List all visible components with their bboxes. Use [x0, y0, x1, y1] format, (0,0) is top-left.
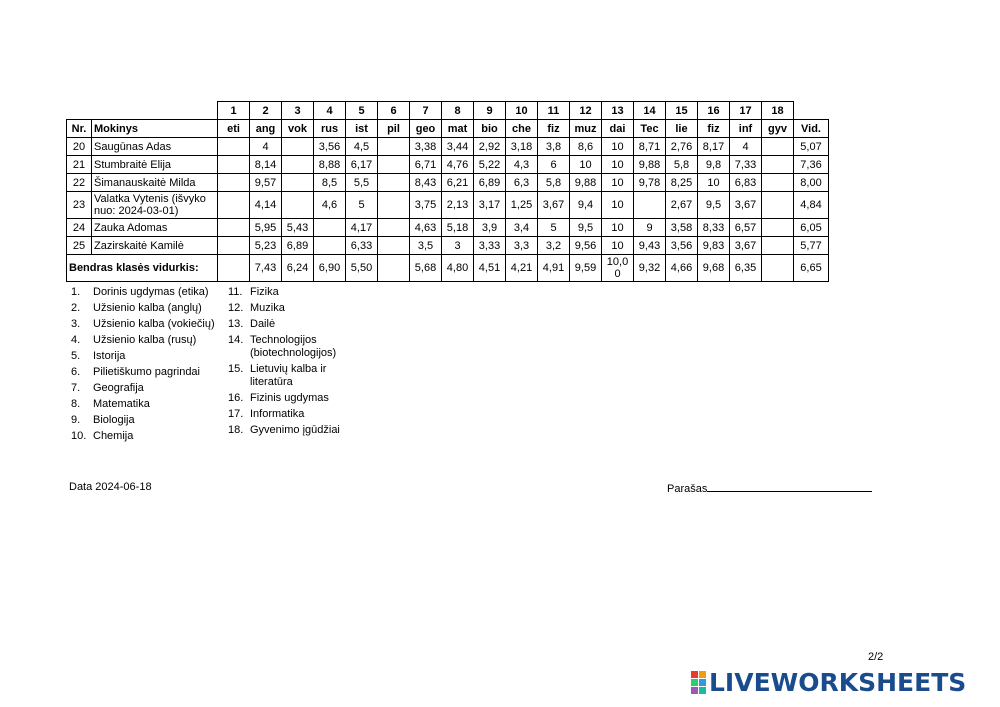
class-average-cell: 4,80: [442, 255, 474, 282]
student-average-cell: 5,07: [794, 138, 829, 156]
grade-cell: 5,8: [538, 174, 570, 192]
class-average-cell: 9,68: [698, 255, 730, 282]
grade-cell: 9,56: [570, 237, 602, 255]
grade-cell: 3,8: [538, 138, 570, 156]
legend-subject: Technologijos (biotechnologijos): [250, 334, 337, 359]
grade-cell: 9,4: [570, 192, 602, 219]
grade-cell: 9,8: [698, 156, 730, 174]
subject-number-cell: 12: [570, 102, 602, 120]
grade-cell: 8,14: [250, 156, 282, 174]
grade-cell: [218, 192, 250, 219]
row-number-cell: 20: [67, 138, 92, 156]
grade-cell: [282, 138, 314, 156]
grade-cell: 10: [602, 192, 634, 219]
subject-number-cell: 9: [474, 102, 506, 120]
subject-number-cell: 15: [666, 102, 698, 120]
grade-cell: 8,25: [666, 174, 698, 192]
row-number-cell: 21: [67, 156, 92, 174]
grade-cell: 6,3: [506, 174, 538, 192]
class-average-cell: 4,51: [474, 255, 506, 282]
subject-number-cell: 14: [634, 102, 666, 120]
grade-cell: 3,75: [410, 192, 442, 219]
legend-item: [228, 424, 350, 437]
grade-cell: 8,71: [634, 138, 666, 156]
grade-cell: 4,14: [250, 192, 282, 219]
subject-number-cell: 6: [378, 102, 410, 120]
grade-cell: 6,83: [730, 174, 762, 192]
class-average-cell: [218, 255, 250, 282]
grade-cell: 6,89: [282, 237, 314, 255]
legend-number: 14.: [228, 334, 244, 346]
subject-abbrev-cell: muz: [570, 120, 602, 138]
grade-cell: 8,17: [698, 138, 730, 156]
grade-cell: [282, 192, 314, 219]
subject-abbrev-cell: pil: [378, 120, 410, 138]
row-number-cell: 23: [67, 192, 92, 219]
grade-cell: 3,56: [666, 237, 698, 255]
grade-cell: [762, 156, 794, 174]
class-average-cell: 5,68: [410, 255, 442, 282]
subject-abbrev-cell: vok: [282, 120, 314, 138]
legend-number: 2.: [71, 302, 81, 314]
grade-cell: 5: [538, 219, 570, 237]
grade-cell: 10: [570, 156, 602, 174]
class-average-cell: [378, 255, 410, 282]
grade-cell: 10: [602, 156, 634, 174]
grade-cell: 10: [602, 219, 634, 237]
grade-cell: 4,3: [506, 156, 538, 174]
student-name-cell: Valatka Vytenis (išvyko nuo: 2024-03-01): [92, 192, 218, 219]
grade-cell: 5,43: [282, 219, 314, 237]
average-header: Vid.: [794, 120, 829, 138]
legend-item: [71, 398, 221, 411]
grade-cell: [282, 156, 314, 174]
grade-cell: 8,88: [314, 156, 346, 174]
class-average-cell: [762, 255, 794, 282]
legend-subject: Pilietiškumo pagrindai: [93, 366, 200, 378]
legend-number: 8.: [71, 398, 81, 410]
grade-cell: 2,92: [474, 138, 506, 156]
grade-cell: 9,43: [634, 237, 666, 255]
legend-subject: Fizinis ugdymas: [250, 392, 329, 404]
grade-cell: 3,2: [538, 237, 570, 255]
signature-label: Parašas: [667, 483, 708, 495]
logo-tile: [699, 679, 706, 686]
grade-cell: [218, 237, 250, 255]
grade-cell: 8,43: [410, 174, 442, 192]
legend-item: [228, 363, 350, 389]
grade-cell: 3,17: [474, 192, 506, 219]
legend-number: 7.: [71, 382, 81, 394]
grade-cell: 6,57: [730, 219, 762, 237]
grade-cell: 7,33: [730, 156, 762, 174]
grade-cell: 4: [730, 138, 762, 156]
grade-cell: 9,83: [698, 237, 730, 255]
grade-cell: 3,56: [314, 138, 346, 156]
subject-number-cell: 7: [410, 102, 442, 120]
legend-number: 5.: [71, 350, 81, 362]
legend-subject: Gyvenimo įgūdžiai: [250, 424, 340, 436]
grade-cell: 3,38: [410, 138, 442, 156]
grade-cell: 6,33: [346, 237, 378, 255]
logo-tile: [699, 687, 706, 694]
subject-legend-right: [228, 286, 350, 440]
legend-subject: Muzika: [250, 302, 285, 314]
row-number-cell: 24: [67, 219, 92, 237]
grade-cell: [218, 156, 250, 174]
student-average-cell: 8,00: [794, 174, 829, 192]
legend-item: [228, 334, 350, 360]
legend-item: [228, 392, 350, 405]
grade-cell: [378, 237, 410, 255]
grade-cell: [378, 219, 410, 237]
grade-cell: 5,18: [442, 219, 474, 237]
subject-number-cell: 13: [602, 102, 634, 120]
grade-cell: 3,44: [442, 138, 474, 156]
legend-number: 1.: [71, 286, 81, 298]
subject-abbrev-cell: mat: [442, 120, 474, 138]
grade-cell: 1,25: [506, 192, 538, 219]
grade-cell: 10: [602, 174, 634, 192]
grade-cell: 4,76: [442, 156, 474, 174]
legend-item: [228, 302, 350, 315]
legend-subject: Informatika: [250, 408, 305, 420]
grade-cell: 9,5: [570, 219, 602, 237]
grade-cell: 6,89: [474, 174, 506, 192]
legend-item: [71, 350, 221, 363]
grade-cell: [378, 156, 410, 174]
grade-cell: 9,78: [634, 174, 666, 192]
legend-subject: Istorija: [93, 350, 126, 362]
legend-item: [228, 408, 350, 421]
grade-cell: [218, 219, 250, 237]
student-average-cell: 7,36: [794, 156, 829, 174]
grade-cell: 3,3: [506, 237, 538, 255]
grade-cell: [762, 174, 794, 192]
legend-number: 12.: [228, 302, 244, 314]
liveworksheets-logo: [691, 668, 966, 697]
student-name-cell: Šimanauskaitė Milda: [92, 174, 218, 192]
subject-abbrev-cell: eti: [218, 120, 250, 138]
grade-cell: 10: [698, 174, 730, 192]
grades-table: [66, 101, 829, 282]
subject-number-cell: 10: [506, 102, 538, 120]
row-number-cell: 22: [67, 174, 92, 192]
subject-abbrev-cell: inf: [730, 120, 762, 138]
subject-abbrev-cell: Tec: [634, 120, 666, 138]
legend-subject: Dailė: [250, 318, 276, 330]
grade-cell: [314, 219, 346, 237]
grade-cell: 3: [442, 237, 474, 255]
row-number-cell: 25: [67, 237, 92, 255]
grade-cell: 4,17: [346, 219, 378, 237]
class-average-cell: 5,50: [346, 255, 378, 282]
subject-number-cell: 1: [218, 102, 250, 120]
grade-cell: [314, 237, 346, 255]
grade-cell: 2,76: [666, 138, 698, 156]
subject-abbrev-cell: lie: [666, 120, 698, 138]
grade-cell: 4,6: [314, 192, 346, 219]
subject-abbrev-cell: fiz: [538, 120, 570, 138]
class-average-label: Bendras klasės vidurkis:: [67, 255, 218, 282]
student-average-cell: 5,77: [794, 237, 829, 255]
legend-subject: Dorinis ugdymas (etika): [93, 286, 209, 298]
student-average-cell: 6,05: [794, 219, 829, 237]
grade-cell: 3,67: [730, 237, 762, 255]
grade-cell: 4,5: [346, 138, 378, 156]
grade-cell: 10: [602, 237, 634, 255]
legend-item: [71, 286, 221, 299]
grade-cell: 2,67: [666, 192, 698, 219]
header-blank-cell: [67, 102, 218, 120]
subject-abbrev-cell: dai: [602, 120, 634, 138]
subject-number-cell: 16: [698, 102, 730, 120]
legend-subject: Lietuvių kalba ir literatūra: [250, 363, 327, 388]
subject-number-cell: 18: [762, 102, 794, 120]
grade-cell: 9,88: [570, 174, 602, 192]
signature-line: [707, 481, 872, 492]
grade-cell: 5,23: [250, 237, 282, 255]
grade-cell: 3,18: [506, 138, 538, 156]
legend-subject: Geografija: [93, 382, 144, 394]
grade-cell: 3,9: [474, 219, 506, 237]
legend-subject: Užsienio kalba (anglų): [93, 302, 202, 314]
grade-cell: [378, 174, 410, 192]
class-average-cell: 6,24: [282, 255, 314, 282]
grade-cell: 10: [602, 138, 634, 156]
legend-subject: Chemija: [93, 430, 134, 442]
table-row: [67, 174, 829, 192]
student-name-cell: Stumbraitė Elija: [92, 156, 218, 174]
class-overall-average-cell: 6,65: [794, 255, 829, 282]
subject-abbrev-cell: che: [506, 120, 538, 138]
grade-cell: 5,8: [666, 156, 698, 174]
class-average-row: [67, 255, 829, 282]
student-header: Mokinys: [92, 120, 218, 138]
legend-number: 11.: [228, 286, 243, 298]
subject-abbrev-cell: bio: [474, 120, 506, 138]
grade-cell: 3,33: [474, 237, 506, 255]
grade-cell: 8,5: [314, 174, 346, 192]
legend-number: 3.: [71, 318, 81, 330]
table-row: [67, 156, 829, 174]
legend-number: 13.: [228, 318, 244, 330]
legend-item: [228, 318, 350, 331]
table-row: [67, 237, 829, 255]
grade-cell: 9,88: [634, 156, 666, 174]
legend-item: [228, 286, 350, 299]
legend-number: 10.: [71, 430, 87, 442]
subject-number-cell: 17: [730, 102, 762, 120]
grade-cell: [762, 192, 794, 219]
grade-cell: [218, 138, 250, 156]
legend-item: [71, 414, 221, 427]
legend-item: [71, 430, 221, 443]
legend-item: [71, 366, 221, 379]
legend-number: 9.: [71, 414, 81, 426]
subject-number-cell: 4: [314, 102, 346, 120]
class-average-cell: 6,90: [314, 255, 346, 282]
grade-cell: 3,58: [666, 219, 698, 237]
student-name-cell: Saugūnas Adas: [92, 138, 218, 156]
class-average-cell: 4,91: [538, 255, 570, 282]
subject-abbrev-cell: geo: [410, 120, 442, 138]
student-name-cell: Zazirskaitė Kamilė: [92, 237, 218, 255]
grade-cell: 4: [250, 138, 282, 156]
grade-cell: 9,5: [698, 192, 730, 219]
subject-abbrev-cell: gyv: [762, 120, 794, 138]
grade-cell: 6: [538, 156, 570, 174]
student-name-cell: Zauka Adomas: [92, 219, 218, 237]
header-number-row: [67, 102, 829, 120]
nr-header: Nr.: [67, 120, 92, 138]
header-blank-cell: [794, 102, 829, 120]
grade-cell: [762, 138, 794, 156]
class-average-cell: 7,43: [250, 255, 282, 282]
legend-item: [71, 302, 221, 315]
subject-number-cell: 11: [538, 102, 570, 120]
student-average-cell: 4,84: [794, 192, 829, 219]
subject-number-cell: 8: [442, 102, 474, 120]
table-row: [67, 138, 829, 156]
grade-cell: [378, 138, 410, 156]
grade-cell: 5,22: [474, 156, 506, 174]
grade-cell: 8,6: [570, 138, 602, 156]
grade-cell: 3,67: [730, 192, 762, 219]
legend-number: 4.: [71, 334, 81, 346]
grade-cell: [218, 174, 250, 192]
subject-abbrev-cell: fiz: [698, 120, 730, 138]
legend-number: 17.: [228, 408, 244, 420]
signature-field: [667, 481, 872, 495]
legend-subject: Biologija: [93, 414, 135, 426]
subject-abbrev-cell: rus: [314, 120, 346, 138]
class-average-cell: 4,66: [666, 255, 698, 282]
subject-abbrev-cell: ist: [346, 120, 378, 138]
subject-legend-left: [71, 286, 221, 446]
grade-cell: 5,95: [250, 219, 282, 237]
subject-number-cell: 5: [346, 102, 378, 120]
legend-number: 15.: [228, 363, 244, 375]
grade-cell: 6,17: [346, 156, 378, 174]
legend-number: 16.: [228, 392, 244, 404]
class-average-cell: 4,21: [506, 255, 538, 282]
class-average-cell: 9,32: [634, 255, 666, 282]
grade-cell: [634, 192, 666, 219]
grade-cell: 2,13: [442, 192, 474, 219]
class-average-cell: 9,59: [570, 255, 602, 282]
grade-cell: 9,57: [250, 174, 282, 192]
grade-cell: 3,4: [506, 219, 538, 237]
table-row: [67, 219, 829, 237]
grade-cell: 8,33: [698, 219, 730, 237]
legend-item: [71, 318, 221, 331]
logo-tile: [699, 671, 706, 678]
logo-text: LIVEWORKSHEETS: [709, 668, 967, 697]
grade-cell: [762, 237, 794, 255]
table-row: [67, 192, 829, 219]
grade-cell: 6,21: [442, 174, 474, 192]
logo-tiles-icon: [691, 671, 706, 694]
grade-cell: 3,5: [410, 237, 442, 255]
grade-cell: [762, 219, 794, 237]
legend-subject: Fizika: [250, 286, 279, 298]
legend-item: [71, 382, 221, 395]
legend-number: 18.: [228, 424, 244, 436]
grade-cell: 3,67: [538, 192, 570, 219]
header-label-row: [67, 120, 829, 138]
legend-subject: Užsienio kalba (vokiečių): [93, 318, 215, 330]
grade-cell: 5,5: [346, 174, 378, 192]
date-label: Data 2024-06-18: [69, 481, 152, 493]
logo-tile: [691, 687, 698, 694]
grade-cell: 5: [346, 192, 378, 219]
subject-abbrev-cell: ang: [250, 120, 282, 138]
grade-cell: 4,63: [410, 219, 442, 237]
legend-subject: Užsienio kalba (rusų): [93, 334, 197, 346]
page-number: 2/2: [868, 651, 884, 663]
legend-number: 6.: [71, 366, 81, 378]
grade-cell: 9: [634, 219, 666, 237]
logo-tile: [691, 679, 698, 686]
legend-item: [71, 334, 221, 347]
grade-cell: [282, 174, 314, 192]
subject-number-cell: 2: [250, 102, 282, 120]
legend-subject: Matematika: [93, 398, 150, 410]
class-average-cell: 10,0 0: [602, 255, 634, 282]
grade-cell: 6,71: [410, 156, 442, 174]
logo-tile: [691, 671, 698, 678]
grade-cell: [378, 192, 410, 219]
class-average-cell: 6,35: [730, 255, 762, 282]
subject-number-cell: 3: [282, 102, 314, 120]
